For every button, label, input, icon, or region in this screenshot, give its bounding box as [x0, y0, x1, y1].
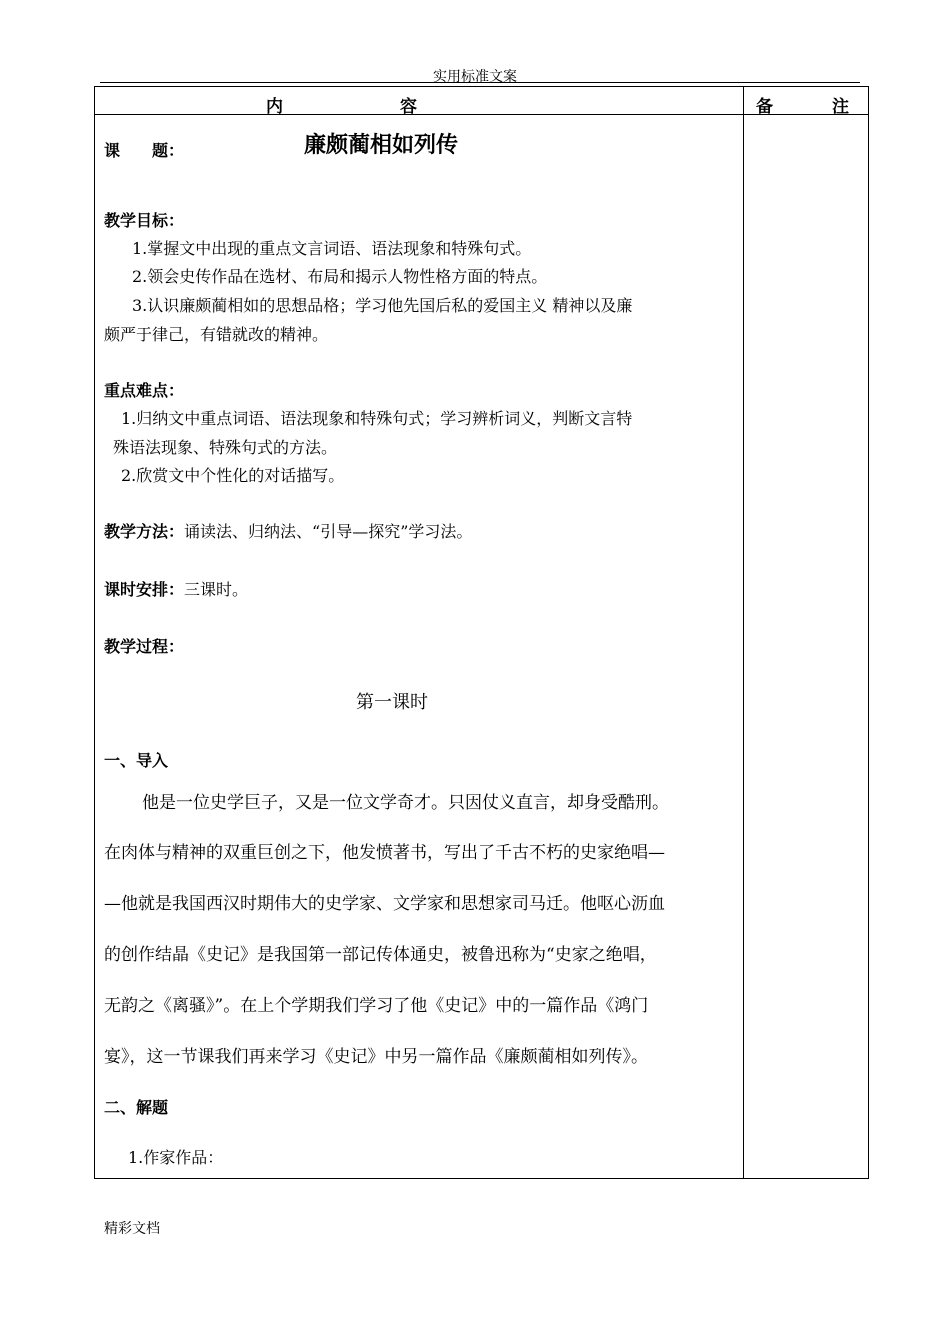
section1-line-6: 宴》，这一节课我们再来学习《史记》中另一篇作品《廉颇蔺相如列传》。	[104, 1047, 648, 1067]
section1-line-2: 在肉体与精神的双重巨创之下，他发愤著书，写出了千古不朽的史家绝唱—	[104, 843, 665, 863]
section1-line-4: 的创作结晶《史记》是我国第一部记传体通史，被鲁迅称为“史家之绝唱，	[104, 945, 657, 965]
section1-line-1: 他是一位史学巨子，又是一位文学奇才。只因仗义直言，却身受酷刑。	[142, 793, 669, 813]
objectives-heading: 教学目标：	[104, 211, 185, 230]
key-point-item-1-continued: 殊语法现象、特殊句式的方法。	[113, 438, 338, 457]
key-points-heading: 重点难点：	[104, 381, 185, 400]
schedule-label: 课时安排：	[104, 580, 185, 599]
section2-heading: 二、解题	[104, 1098, 169, 1117]
lesson-title: 廉颇蔺相如列传	[304, 133, 459, 158]
content-header-char-1: 内	[266, 97, 283, 117]
objective-item-3: 3.认识廉颇蔺相如的思想品格；学习他先国后私的爱国主义 精神以及廉	[132, 296, 633, 315]
key-point-item-2: 2.欣赏文中个性化的对话描写。	[121, 466, 345, 485]
page-footer: 精彩文档	[104, 1221, 160, 1237]
header-row-divider	[94, 114, 869, 115]
process-heading: 教学过程：	[104, 637, 185, 656]
method-value: 诵读法、归纳法、“引导—探究”学习法。	[184, 522, 473, 541]
objective-item-3-continued: 颇严于律己，有错就改的精神。	[104, 325, 329, 344]
section1-line-3: —他就是我国西汉时期伟大的史学家、文学家和思想家司马迁。他呕心沥血	[104, 894, 665, 914]
header-rule	[100, 82, 860, 83]
method-row	[104, 519, 472, 542]
schedule-row	[104, 577, 248, 600]
column-divider	[743, 86, 744, 1179]
period-title: 第一课时	[356, 692, 428, 713]
key-point-item-1: 1.归纳文中重点词语、语法现象和特殊句式；学习辨析词义，判断文言特	[121, 409, 633, 428]
section1-heading: 一、导入	[104, 751, 169, 770]
method-label: 教学方法：	[104, 522, 185, 541]
notes-header-char-1: 备	[756, 97, 773, 117]
objective-item-1: 1.掌握文中出现的重点文言词语、语法现象和特殊句式。	[132, 239, 532, 258]
content-header-char-2: 容	[400, 97, 417, 117]
page-header: 实用标准文案	[433, 69, 517, 85]
objective-item-2: 2.领会史传作品在选材、布局和揭示人物性格方面的特点。	[132, 267, 548, 286]
lesson-label: 课 题：	[104, 141, 185, 160]
section1-line-5: 无韵之《离骚》”。在上个学期我们学习了他《史记》中的一篇作品《鸿门	[104, 996, 649, 1016]
schedule-value: 三课时。	[184, 580, 249, 599]
notes-header-char-2: 注	[832, 97, 849, 117]
section2-item-1: 1.作家作品：	[128, 1148, 224, 1167]
